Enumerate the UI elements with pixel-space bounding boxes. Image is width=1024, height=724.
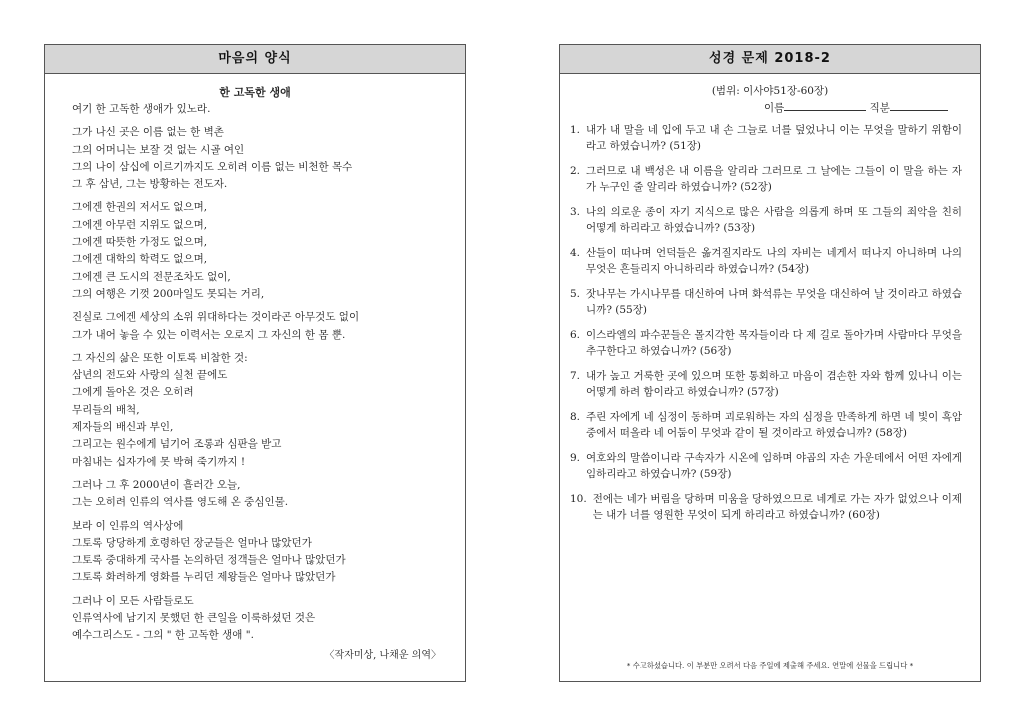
question-text: 전에는 네가 버림을 당하며 미움을 당하였으므로 네게로 가는 자가 없었으나 이제는 내가 너를 영원한 무엇이 되게 하리라고 하였습니까? (60장) bbox=[592, 493, 962, 521]
question-number: 9. bbox=[570, 452, 581, 464]
poem-line: 그토록 화려하게 영화를 누리던 제왕들은 얼마나 많았던가 bbox=[72, 571, 336, 584]
question-item bbox=[570, 491, 962, 523]
question-text: 나의 의로운 종이 자기 지식으로 많은 사람을 의롭게 하며 또 그들의 죄악을 친히 어떻게 하리라고 하였습니까? (53장) bbox=[586, 206, 962, 234]
poem-line: 그에겐 큰 도시의 전문조차도 없이, bbox=[72, 270, 231, 283]
poem-line: 그에겐 한권의 저서도 없으며, bbox=[72, 201, 208, 214]
question-number: 5. bbox=[570, 288, 581, 300]
poem-line: 그에겐 대학의 학력도 없으며, bbox=[72, 253, 208, 266]
poem-stanzas bbox=[72, 101, 465, 645]
title-label: 직분 bbox=[869, 102, 890, 114]
poem-line: 보라 이 인류의 역사상에 bbox=[72, 519, 184, 532]
poem-line: 예수그리스도 - 그의 " 한 고독한 생애 ". bbox=[72, 629, 254, 642]
poem-stanza bbox=[72, 101, 465, 118]
question-item bbox=[570, 122, 962, 154]
question-item bbox=[570, 368, 962, 400]
poem-line: 그 자신의 삶은 또한 이토록 비참한 것: bbox=[72, 351, 248, 364]
question-item bbox=[570, 450, 962, 482]
poem-line: 그의 어머니는 보잘 것 없는 시골 여인 bbox=[72, 143, 245, 156]
quiz-footnote: * 수고하셨습니다. 이 부분만 오려서 다음 주일에 제출해 주세요. 연말에 선물을 드립니다 * bbox=[626, 661, 914, 670]
poem-line: 그에겐 아무런 지위도 없으며, bbox=[72, 218, 208, 231]
poem-stanza bbox=[72, 309, 465, 344]
question-text: 여호와의 말씀이니라 구속자가 시온에 임하며 야곱의 자손 가운데에서 어떤 자에게 임하리라고 하였습니까? (59장) bbox=[586, 452, 962, 480]
poem-line: 제자들의 배신과 부인, bbox=[72, 421, 174, 434]
poem-credit: 〈작자미상, 나채운 의역〉 bbox=[324, 649, 441, 661]
question-text: 산들이 떠나며 언덕들은 옮겨질지라도 나의 자비는 네게서 떠나지 아니하며 나의 무엇은 흔들리지 아니하리라 하였습니까? (54장) bbox=[586, 247, 962, 275]
poem-line: 인류역사에 남기지 못했던 한 큰일을 이룩하셨던 것은 bbox=[72, 612, 316, 625]
question-item bbox=[570, 204, 962, 236]
poem-line: 그러나 이 모든 사람들로도 bbox=[72, 594, 194, 607]
poem-line: 그의 여행은 기껏 200마일도 못되는 거리, bbox=[72, 287, 265, 300]
poem-line: 그토록 중대하게 국사를 논의하던 정객들은 얼마나 많았던가 bbox=[72, 554, 346, 567]
name-row bbox=[764, 99, 980, 116]
question-item bbox=[570, 286, 962, 318]
poem-stanza bbox=[72, 124, 465, 193]
question-text: 주린 자에게 네 심정이 동하며 괴로워하는 자의 심정을 만족하게 하면 네 빛이 흑암 중에서 떠올라 네 어둠이 무엇과 같이 될 것이라고 하였습니까? (58장) bbox=[586, 411, 962, 439]
poem-stanza bbox=[72, 477, 465, 512]
poem-line: 그토록 당당하게 호령하던 장군들은 얼마나 많았던가 bbox=[72, 536, 312, 549]
poem-stanza bbox=[72, 593, 465, 645]
poem-line: 여기 한 고독한 생애가 있노라. bbox=[72, 103, 211, 115]
question-text: 잣나무는 가시나무를 대신하여 나며 화석류는 무엇을 대신하여 날 것이라고 하였습니까? (55장) bbox=[586, 288, 962, 316]
question-text: 내가 높고 거룩한 곳에 있으며 또한 통회하고 마음이 겸손한 자와 함께 있나니 이는 어떻게 하려 함이라고 하였습니까? (57장) bbox=[586, 370, 962, 398]
question-number: 7. bbox=[570, 370, 581, 382]
poem-line: 그는 오히려 인류의 역사를 영도해 온 중심인물. bbox=[72, 496, 289, 509]
poem-stanza bbox=[72, 199, 465, 303]
name-label: 이름 bbox=[764, 102, 785, 114]
question-item bbox=[570, 409, 962, 441]
poem-line: 무리들의 배척, bbox=[72, 403, 140, 416]
question-item bbox=[570, 163, 962, 195]
title-blank[interactable] bbox=[890, 99, 948, 111]
question-number: 10. bbox=[570, 493, 587, 505]
question-list bbox=[560, 116, 980, 523]
poem-line: 삼년의 전도와 사랑의 실천 끝에도 bbox=[72, 369, 228, 382]
poem-panel bbox=[44, 44, 466, 682]
poem-stanza bbox=[72, 518, 465, 587]
quiz-panel bbox=[559, 44, 981, 682]
poem-line: 그에게 돌아온 것은 오히려 bbox=[72, 386, 194, 399]
quiz-range: (범위: 이사야51장-60장) bbox=[711, 85, 829, 97]
name-blank[interactable] bbox=[784, 99, 866, 111]
question-item bbox=[570, 327, 962, 359]
poem-stanza bbox=[72, 350, 465, 471]
poem bbox=[45, 85, 465, 664]
question-text: 그러므로 내 백성은 내 이름을 알리라 그러므로 그 날에는 그들이 이 말을 하는 자가 누구인 줄 알리라 하였습니까? (52장) bbox=[586, 165, 962, 193]
poem-line: 마침내는 십자가에 못 박혀 죽기까지 ! bbox=[72, 455, 246, 468]
question-item bbox=[570, 245, 962, 277]
poem-line: 그 후 삼년, 그는 방황하는 전도자. bbox=[72, 178, 228, 191]
poem-panel-header: 마음의 양식 bbox=[45, 45, 465, 74]
poem-line: 그가 나신 곳은 이름 없는 한 벽촌 bbox=[72, 126, 224, 139]
question-number: 2. bbox=[570, 165, 581, 177]
question-number: 4. bbox=[570, 247, 581, 259]
question-text: 내가 내 말을 네 입에 두고 내 손 그늘로 너를 덮었나니 이는 무엇을 말하기 위함이라고 하였습니까? (51장) bbox=[586, 124, 962, 152]
question-text: 이스라엘의 파수꾼들은 몰지각한 목자들이라 다 제 길로 돌아가며 사람마다 무엇을 추구한다고 하였습니까? (56장) bbox=[586, 329, 962, 357]
poem-line: 그가 내어 놓을 수 있는 이력서는 오로지 그 자신의 한 몸 뿐. bbox=[72, 328, 346, 341]
question-number: 1. bbox=[570, 124, 581, 136]
poem-line: 그의 나이 삼십에 이르기까지도 오히려 이름 없는 비천한 목수 bbox=[72, 160, 353, 173]
question-number: 6. bbox=[570, 329, 581, 341]
quiz-panel-header: 성경 문제 2018-2 bbox=[560, 45, 980, 74]
poem-title: 한 고독한 생애 bbox=[219, 86, 291, 99]
poem-line: 그에겐 따뜻한 가정도 없으며, bbox=[72, 236, 208, 249]
poem-line: 진실로 그에겐 세상의 소위 위대하다는 것이라곤 아무것도 없이 bbox=[72, 311, 360, 324]
question-number: 3. bbox=[570, 206, 581, 218]
poem-line: 그러나 그 후 2000년이 흘러간 오늘, bbox=[72, 478, 241, 491]
question-number: 8. bbox=[570, 411, 581, 423]
poem-line: 그리고는 원수에게 넘기어 조롱과 심판을 받고 bbox=[72, 438, 282, 451]
